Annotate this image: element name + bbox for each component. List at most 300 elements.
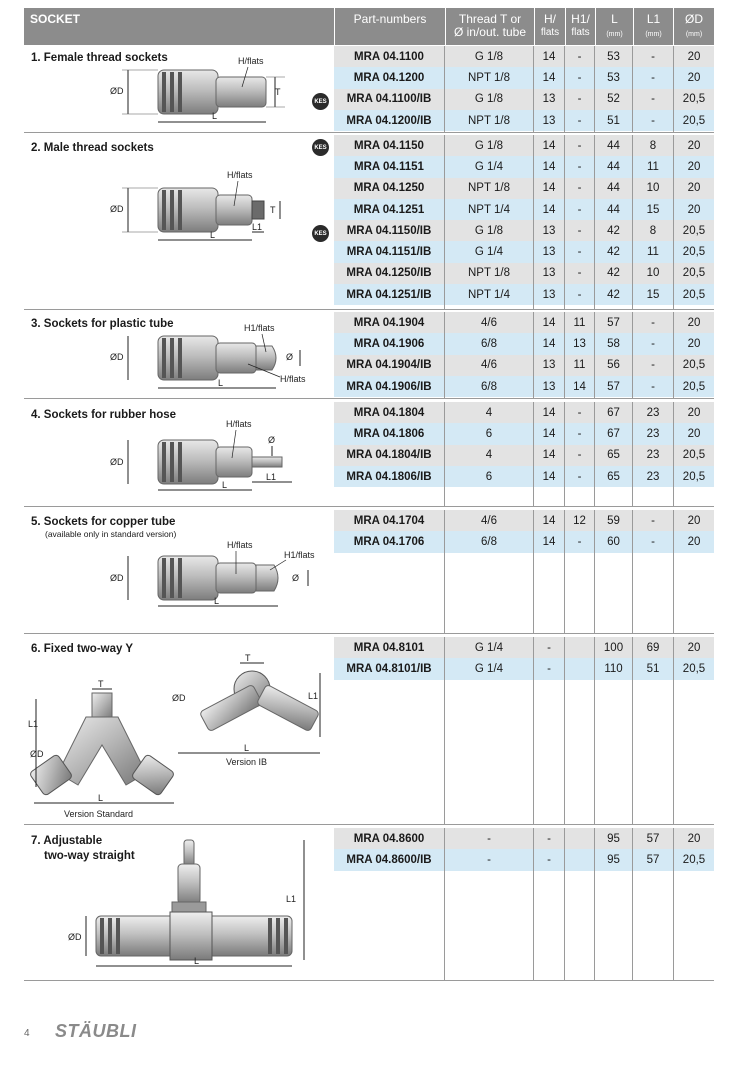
column-divider <box>673 135 674 309</box>
plastic-tube-socket-drawing <box>110 322 320 394</box>
cell-diameter-d: 20,5 <box>682 853 706 866</box>
cell-diameter-d: 20 <box>687 832 701 845</box>
cell-diameter-d: 20 <box>687 514 701 527</box>
table-row <box>334 510 714 531</box>
cell-h-flats: 14 <box>542 406 556 419</box>
cell-length-l1: - <box>651 337 655 350</box>
section-title: 1. Female thread sockets <box>31 52 168 64</box>
cell-part-number: MRA 04.1100/IB <box>346 93 432 106</box>
dim-label-l: L <box>218 378 224 388</box>
cell-length-l: 52 <box>607 93 620 106</box>
cell-h1-flats: 14 <box>573 380 586 393</box>
cell-diameter-d: 20 <box>687 316 701 329</box>
cell-h-flats: 14 <box>542 535 556 548</box>
cell-length-l1: 23 <box>646 470 660 483</box>
cell-part-number: MRA 04.1100 <box>354 50 424 63</box>
cell-h-flats: 14 <box>542 160 556 173</box>
cell-part-number: MRA 04.8101/IB <box>346 662 432 675</box>
header-thread <box>446 13 534 39</box>
cell-part-number: MRA 04.1250 <box>353 182 425 195</box>
cell-h1-flats: - <box>577 267 582 280</box>
cell-length-l1: 10 <box>646 182 660 195</box>
section-divider <box>24 824 714 825</box>
column-divider <box>632 510 633 633</box>
cell-diameter-d: 20,5 <box>682 380 706 393</box>
parts-table <box>334 510 714 633</box>
dim-label-t: T <box>270 205 276 215</box>
dim-label-hflats: H/flats <box>227 170 253 180</box>
cell-thread: G 1/8 <box>474 93 504 106</box>
column-divider <box>533 312 534 398</box>
column-divider <box>533 510 534 633</box>
cell-length-l1: 15 <box>646 203 660 216</box>
cell-part-number: MRA 04.1150 <box>354 139 424 152</box>
dim-label-d: ØD <box>172 693 186 703</box>
cell-part-number: MRA 04.8600 <box>353 832 425 845</box>
cell-length-l1: - <box>651 316 655 329</box>
table-row <box>334 828 714 849</box>
column-divider <box>673 510 674 633</box>
cell-length-l: 58 <box>607 337 620 350</box>
header-l1-label: L1 <box>646 12 661 26</box>
table-row <box>334 135 714 156</box>
table-row <box>334 156 714 177</box>
dim-label-l: L <box>194 956 200 966</box>
dim-label-o: Ø <box>286 352 294 362</box>
cell-h1-flats: - <box>577 93 582 106</box>
dim-label-d: ØD <box>110 352 124 362</box>
cell-thread: NPT 1/8 <box>468 182 510 195</box>
section-divider <box>24 132 714 133</box>
cell-thread: G 1/4 <box>474 246 504 259</box>
dim-label-d: ØD <box>110 573 124 583</box>
cell-h-flats: 14 <box>542 449 556 462</box>
cell-length-l1: - <box>651 71 655 84</box>
cell-h-flats: 13 <box>542 114 556 127</box>
table-row <box>334 199 714 220</box>
cell-diameter-d: 20,5 <box>682 93 706 106</box>
cell-part-number: MRA 04.1804/IB <box>346 449 432 462</box>
table-row <box>334 263 714 284</box>
rubber-hose-socket-drawing <box>110 418 320 494</box>
cell-length-l1: 23 <box>646 427 660 440</box>
cell-diameter-d: 20 <box>687 139 701 152</box>
cell-part-number: MRA 04.1151 <box>354 160 424 173</box>
table-header <box>24 8 714 45</box>
cell-part-number: MRA 04.1904 <box>353 316 425 329</box>
column-divider <box>594 637 595 824</box>
table-row <box>334 284 714 305</box>
dim-label-o: Ø <box>292 573 300 583</box>
cell-part-number: MRA 04.1806 <box>353 427 425 440</box>
cell-h1-flats: - <box>577 246 582 259</box>
cell-h-flats: 13 <box>542 359 556 372</box>
cell-length-l: 44 <box>607 182 620 195</box>
header-l1-unit: (mm) <box>645 31 662 38</box>
section-divider <box>24 980 714 981</box>
cell-part-number: MRA 04.8101 <box>353 641 425 654</box>
cell-h1-flats <box>565 658 594 679</box>
table-row <box>334 333 714 354</box>
dim-label-hflats: H/flats <box>280 374 306 384</box>
cell-diameter-d: 20,5 <box>682 267 706 280</box>
dim-label-l: L <box>98 793 104 803</box>
cell-length-l: 67 <box>607 406 620 419</box>
cell-length-l: 59 <box>607 514 620 527</box>
cell-h1-flats: - <box>577 160 582 173</box>
column-divider <box>444 46 445 132</box>
column-divider <box>564 135 565 309</box>
cell-length-l1: - <box>651 535 655 548</box>
cell-diameter-d: 20,5 <box>682 114 706 127</box>
table-row <box>334 658 714 679</box>
cell-diameter-d: 20 <box>687 182 701 195</box>
cell-length-l1: - <box>651 380 655 393</box>
cell-part-number: MRA 04.1906/IB <box>346 380 432 393</box>
cell-length-l1: 11 <box>647 160 659 173</box>
cell-h-flats: 14 <box>542 139 556 152</box>
dim-label-l: L <box>212 111 218 121</box>
dim-label-l: L <box>214 596 220 606</box>
cell-thread: 6/8 <box>481 337 497 350</box>
column-divider <box>594 828 595 980</box>
cell-thread: 4/6 <box>481 359 497 372</box>
cell-part-number: MRA 04.1200 <box>353 71 425 84</box>
cell-part-number: MRA 04.1151/IB <box>346 246 432 259</box>
section-title: 4. Sockets for rubber hose <box>31 409 177 421</box>
cell-length-l: 100 <box>603 641 624 654</box>
cell-diameter-d: 20 <box>687 535 701 548</box>
section-title: 7. Adjustable <box>31 835 103 847</box>
cell-length-l: 110 <box>604 662 623 675</box>
cell-length-l: 57 <box>607 380 620 393</box>
cell-thread: NPT 1/8 <box>468 114 510 127</box>
cell-length-l: 42 <box>607 246 620 259</box>
column-divider <box>444 828 445 980</box>
cell-part-number: MRA 04.1906 <box>353 337 425 350</box>
cell-h1-flats: - <box>577 203 582 216</box>
version-standard-label: Version Standard <box>64 809 134 819</box>
kes-badge-icon: KES <box>312 139 329 156</box>
column-divider <box>594 510 595 633</box>
cell-h-flats: 13 <box>542 93 556 106</box>
column-divider <box>564 510 565 633</box>
cell-part-number: MRA 04.1904/IB <box>346 359 432 372</box>
table-row <box>334 46 714 67</box>
header-h-line1: H/ <box>544 12 556 26</box>
cell-length-l: 60 <box>607 535 620 548</box>
cell-thread: 4 <box>485 406 493 419</box>
cell-thread: G 1/8 <box>474 50 504 63</box>
cell-length-l: 51 <box>607 114 620 127</box>
column-divider <box>444 402 445 506</box>
cell-thread: - <box>487 832 491 845</box>
cell-length-l1: 23 <box>646 406 660 419</box>
cell-h-flats: 14 <box>542 470 556 483</box>
cell-length-l: 44 <box>607 139 620 152</box>
cell-h-flats: 14 <box>542 203 556 216</box>
header-thread-line2: Ø in/out. tube <box>453 25 527 39</box>
cell-length-l: 56 <box>607 359 620 372</box>
cell-length-l: 42 <box>607 267 620 280</box>
column-divider <box>444 510 445 633</box>
cell-length-l1: 57 <box>646 853 660 866</box>
cell-thread: 6 <box>485 427 493 440</box>
dim-label-d: ØD <box>68 932 82 942</box>
cell-h1-flats: - <box>577 50 582 63</box>
page-number: 4 <box>24 1028 30 1039</box>
dim-label-d: ØD <box>110 457 124 467</box>
copper-tube-socket-drawing <box>110 540 320 612</box>
cell-h-flats: 14 <box>542 316 556 329</box>
cell-h-flats: - <box>547 832 551 845</box>
column-divider <box>632 135 633 309</box>
section-title: 3. Sockets for plastic tube <box>31 318 174 330</box>
dim-label-h1flats: H1/flats <box>284 550 315 560</box>
cell-h1-flats: 13 <box>573 337 586 350</box>
table-row <box>334 423 714 444</box>
header-l-unit: (mm) <box>606 31 623 38</box>
dim-label-l1: L1 <box>266 472 277 482</box>
cell-thread: G 1/4 <box>474 160 504 173</box>
cell-thread: 6/8 <box>481 535 497 548</box>
column-divider <box>594 46 595 132</box>
cell-thread: NPT 1/8 <box>468 267 510 280</box>
cell-length-l1: - <box>651 93 655 106</box>
header-d-unit: (mm) <box>685 31 703 38</box>
cell-h-flats: 14 <box>542 182 556 195</box>
cell-h1-flats: - <box>577 427 582 440</box>
column-divider <box>533 637 534 824</box>
male-socket-drawing <box>110 168 300 246</box>
header-l-label: L <box>611 12 618 26</box>
cell-part-number: MRA 04.1806/IB <box>346 470 432 483</box>
cell-length-l1: 8 <box>649 224 657 237</box>
cell-length-l1: 51 <box>646 662 660 675</box>
section-divider <box>24 309 714 310</box>
cell-h-flats: 14 <box>542 50 556 63</box>
cell-length-l1: 11 <box>647 246 659 259</box>
dim-label-l1: L1 <box>252 222 263 232</box>
cell-length-l: 65 <box>607 470 620 483</box>
cell-diameter-d: 20 <box>687 50 701 63</box>
cell-h-flats: - <box>547 853 551 866</box>
column-divider <box>444 312 445 398</box>
column-divider <box>673 637 674 824</box>
cell-h1-flats: - <box>577 470 582 483</box>
parts-table <box>334 46 714 132</box>
cell-h-flats: 13 <box>542 224 556 237</box>
column-divider <box>564 312 565 398</box>
dim-label-hflats: H/flats <box>227 540 253 550</box>
cell-h1-flats <box>565 849 594 870</box>
cell-h1-flats: - <box>577 449 582 462</box>
brand-logo: STÄUBLI <box>55 1021 137 1041</box>
cell-diameter-d: 20 <box>687 406 701 419</box>
cell-h1-flats: 11 <box>573 316 586 329</box>
column-divider <box>673 402 674 506</box>
cell-thread: 4 <box>485 449 493 462</box>
table-row <box>334 241 714 262</box>
dim-label-t: T <box>245 653 251 663</box>
table-row <box>334 89 714 110</box>
cell-length-l: 42 <box>607 288 620 301</box>
column-divider <box>564 402 565 506</box>
column-divider <box>444 637 445 824</box>
cell-h1-flats: - <box>577 535 582 548</box>
table-row <box>334 67 714 88</box>
cell-h1-flats: 11 <box>573 359 586 372</box>
header-h-line2: flats <box>540 27 560 38</box>
header-h1 <box>566 13 595 39</box>
section-subtitle: (available only in standard version) <box>45 529 177 539</box>
column-divider <box>533 828 534 980</box>
cell-thread: 6 <box>485 470 493 483</box>
cell-length-l1: 23 <box>646 449 660 462</box>
column-divider <box>594 312 595 398</box>
table-row <box>334 312 714 333</box>
section-divider <box>24 633 714 634</box>
dim-label-d: ØD <box>30 749 44 759</box>
header-h1-line2: flats <box>571 27 590 38</box>
parts-table <box>334 135 714 309</box>
cell-diameter-d: 20 <box>687 71 701 84</box>
dim-label-hflats: H/flats <box>226 419 252 429</box>
cell-part-number: MRA 04.1251 <box>353 203 425 216</box>
cell-length-l: 95 <box>607 832 620 845</box>
dim-label-l1: L1 <box>308 691 319 701</box>
version-ib-label: Version IB <box>226 757 268 767</box>
cell-thread: G 1/8 <box>474 224 504 237</box>
cell-length-l1: - <box>651 50 655 63</box>
column-divider <box>632 46 633 132</box>
dim-label-l1: L1 <box>28 719 39 729</box>
parts-table <box>334 828 714 980</box>
cell-length-l: 65 <box>607 449 620 462</box>
cell-h-flats: 14 <box>542 337 556 350</box>
kes-badge-icon: KES <box>312 93 329 110</box>
column-divider <box>632 637 633 824</box>
cell-h1-flats: - <box>577 139 582 152</box>
cell-h-flats: 14 <box>542 71 556 84</box>
table-row <box>334 849 714 870</box>
cell-diameter-d: 20 <box>687 203 701 216</box>
cell-h-flats: - <box>547 662 551 675</box>
cell-length-l1: 15 <box>646 288 660 301</box>
cell-length-l: 42 <box>607 224 620 237</box>
cell-h-flats: 14 <box>542 427 556 440</box>
cell-thread: 6/8 <box>481 380 497 393</box>
column-divider <box>594 402 595 506</box>
cell-diameter-d: 20 <box>687 427 701 440</box>
cell-h-flats: 13 <box>542 267 556 280</box>
cell-part-number: MRA 04.1250/IB <box>346 267 432 280</box>
column-divider <box>594 135 595 309</box>
cell-h1-flats: - <box>577 224 582 237</box>
header-title: SOCKET <box>30 12 81 26</box>
dim-label-t: T <box>98 679 104 689</box>
cell-diameter-d: 20 <box>687 160 701 173</box>
cell-length-l: 53 <box>607 71 620 84</box>
column-divider <box>673 312 674 398</box>
column-divider <box>564 637 565 824</box>
parts-table <box>334 402 714 506</box>
cell-length-l1: - <box>651 514 655 527</box>
cell-part-number: MRA 04.8600/IB <box>346 853 432 866</box>
cell-length-l: 44 <box>607 160 620 173</box>
header-l <box>596 13 633 41</box>
section-title: 6. Fixed two-way Y <box>31 643 134 655</box>
parts-table <box>334 637 714 824</box>
cell-diameter-d: 20,5 <box>682 224 706 237</box>
table-row <box>334 355 714 376</box>
cell-length-l: 57 <box>607 316 620 329</box>
cell-h1-flats: - <box>577 114 582 127</box>
dim-label-t: T <box>275 87 281 97</box>
cell-diameter-d: 20,5 <box>682 288 706 301</box>
table-row <box>334 445 714 466</box>
cell-length-l: 95 <box>607 853 620 866</box>
table-row <box>334 220 714 241</box>
cell-h1-flats: - <box>577 71 582 84</box>
cell-diameter-d: 20,5 <box>682 359 706 372</box>
dim-label-l: L <box>210 230 216 240</box>
cell-part-number: MRA 04.1706 <box>353 535 425 548</box>
header-d <box>674 13 714 41</box>
cell-length-l1: - <box>651 359 655 372</box>
dim-label-d: ØD <box>110 86 124 96</box>
dim-label-l: L <box>244 743 250 753</box>
header-h <box>535 13 565 39</box>
column-divider <box>632 402 633 506</box>
column-divider <box>673 46 674 132</box>
cell-thread: 4/6 <box>481 514 497 527</box>
dim-label-l1: L1 <box>286 894 297 904</box>
cell-diameter-d: 20,5 <box>682 662 706 675</box>
column-divider <box>564 46 565 132</box>
cell-part-number: MRA 04.1804 <box>353 406 425 419</box>
cell-diameter-d: 20,5 <box>682 470 706 483</box>
column-divider <box>632 312 633 398</box>
section-divider <box>24 506 714 507</box>
table-row <box>334 110 714 131</box>
table-row <box>334 466 714 487</box>
adjustable-two-way-drawing <box>60 836 310 972</box>
column-divider <box>533 135 534 309</box>
cell-diameter-d: 20 <box>687 641 701 654</box>
cell-h-flats: 13 <box>542 246 556 259</box>
cell-h1-flats: 12 <box>573 514 586 527</box>
kes-badge-icon: KES <box>312 225 329 242</box>
cell-part-number: MRA 04.1200/IB <box>346 114 432 127</box>
dim-label-l: L <box>222 480 228 490</box>
table-row <box>334 376 714 397</box>
cell-length-l1: 10 <box>646 267 660 280</box>
cell-h1-flats <box>565 637 594 658</box>
cell-h1-flats <box>565 828 594 849</box>
cell-thread: NPT 1/8 <box>468 71 510 84</box>
cell-thread: - <box>487 853 491 866</box>
cell-length-l1: - <box>651 114 655 127</box>
column-divider <box>444 135 445 309</box>
cell-length-l: 67 <box>607 427 620 440</box>
dim-label-h1flats: H1/flats <box>244 323 275 333</box>
cell-length-l: 53 <box>607 50 620 63</box>
header-thread-line1: Thread T or <box>458 12 522 26</box>
table-row <box>334 531 714 552</box>
cell-thread: NPT 1/4 <box>468 203 510 216</box>
cell-length-l1: 8 <box>649 139 657 152</box>
